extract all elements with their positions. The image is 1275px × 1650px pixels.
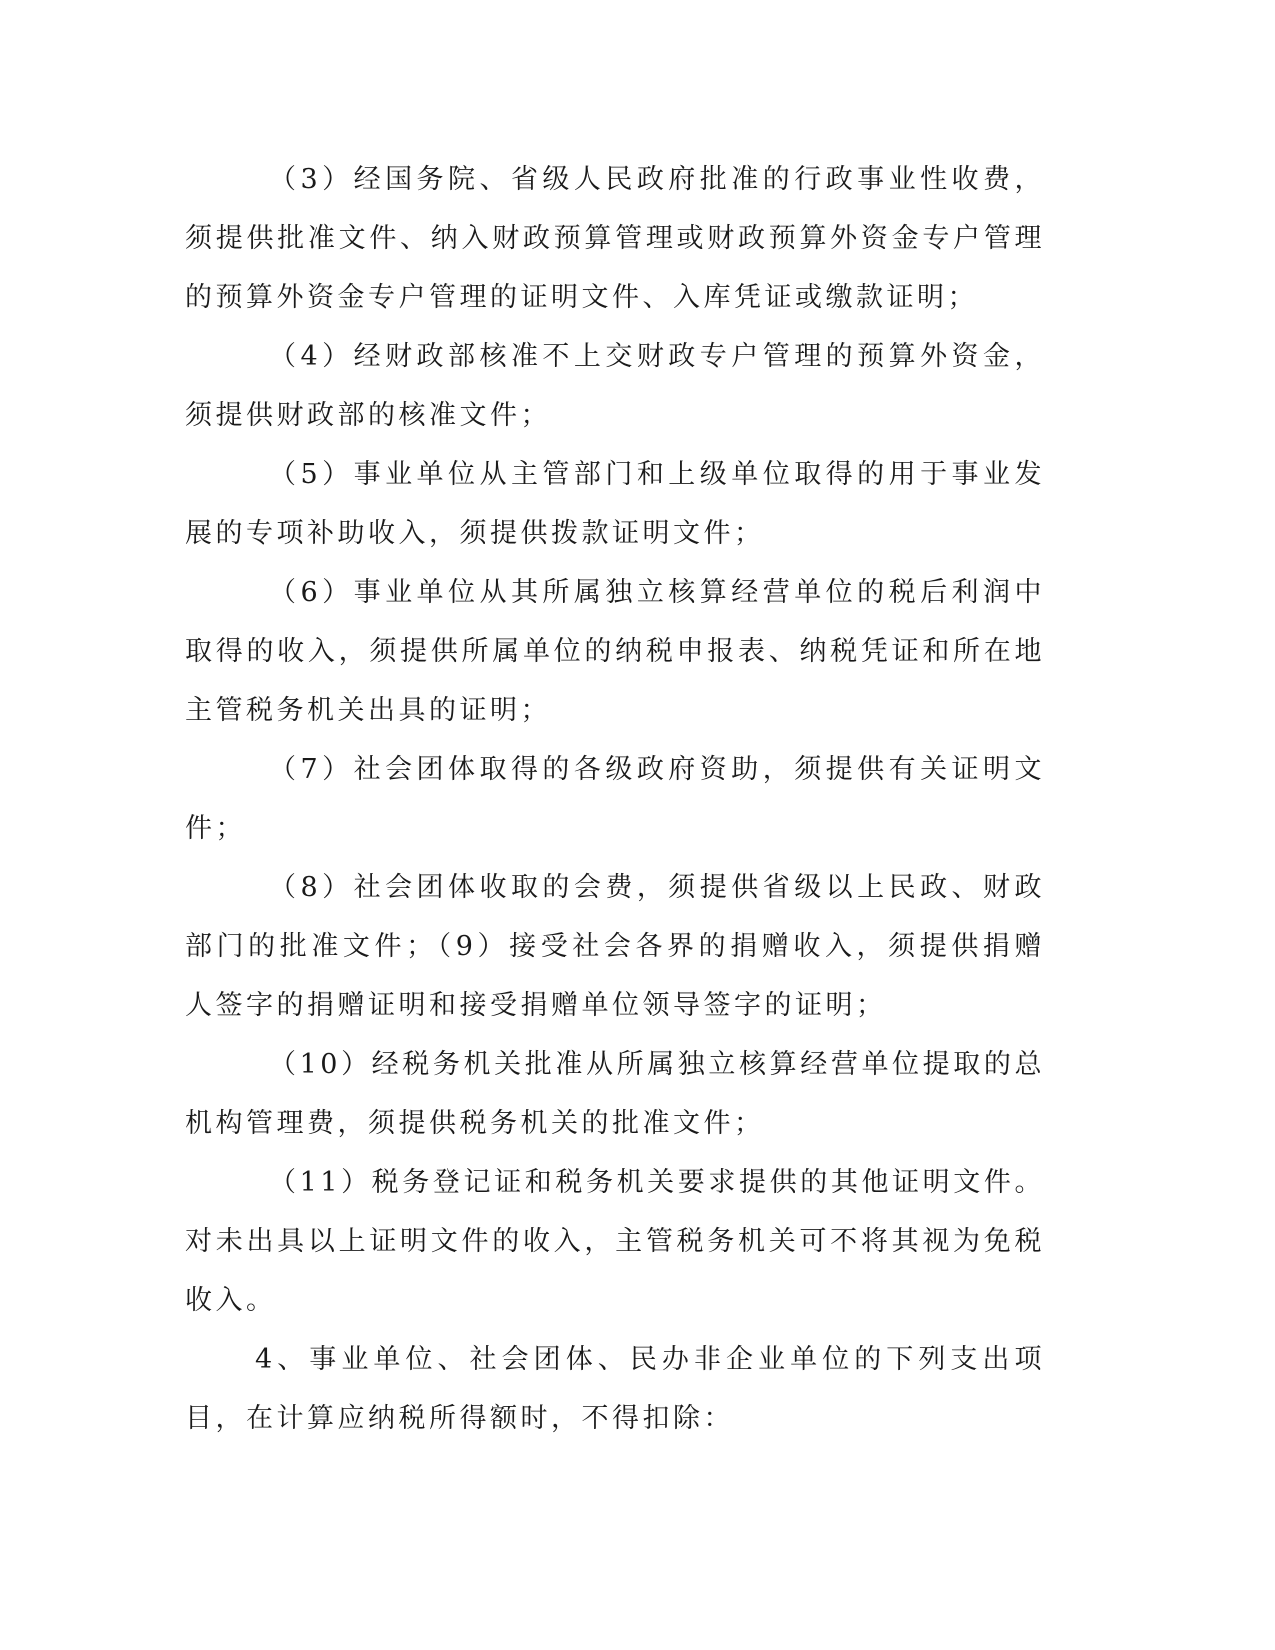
paragraph-item-5: （5）事业单位从主管部门和上级单位取得的用于事业发展的专项补助收入，须提供拨款证明文件；: [185, 459, 1045, 549]
paragraph-item-8-9: （8）社会团体收取的会费，须提供省级以上民政、财政部门的批准文件；（9）接受社会各界的捐赠收入，须提供捐赠人签字的捐赠证明和接受捐赠单位领导签字的证明；: [185, 872, 1045, 1021]
paragraph-item-10: （10）经税务机关批准从所属独立核算经营单位提取的总机构管理费，须提供税务机关的批准文件；: [185, 1049, 1045, 1139]
paragraph-item-6: （6）事业单位从其所属独立核算经营单位的税后利润中取得的收入，须提供所属单位的纳税申报表、纳税凭证和所在地主管税务机关出具的证明；: [185, 577, 1045, 726]
paragraph-item-7: （7）社会团体取得的各级政府资助，须提供有关证明文件；: [185, 754, 1045, 844]
paragraph-item-11: （11）税务登记证和税务机关要求提供的其他证明文件。对未出具以上证明文件的收入，主管税务机关可不将其视为免税收入。: [185, 1167, 1045, 1316]
paragraph-section-4: 4、事业单位、社会团体、民办非企业单位的下列支出项目，在计算应纳税所得额时，不得扣除：: [185, 1344, 1045, 1434]
paragraph-item-4: （4）经财政部核准不上交财政专户管理的预算外资金，须提供财政部的核准文件；: [185, 341, 1045, 431]
paragraph-item-3: （3）经国务院、省级人民政府批准的行政事业性收费，须提供批准文件、纳入财政预算管理或财政预算外资金专户管理的预算外资金专户管理的证明文件、入库凭证或缴款证明；: [185, 164, 1045, 313]
document-body: [185, 150, 1045, 1448]
